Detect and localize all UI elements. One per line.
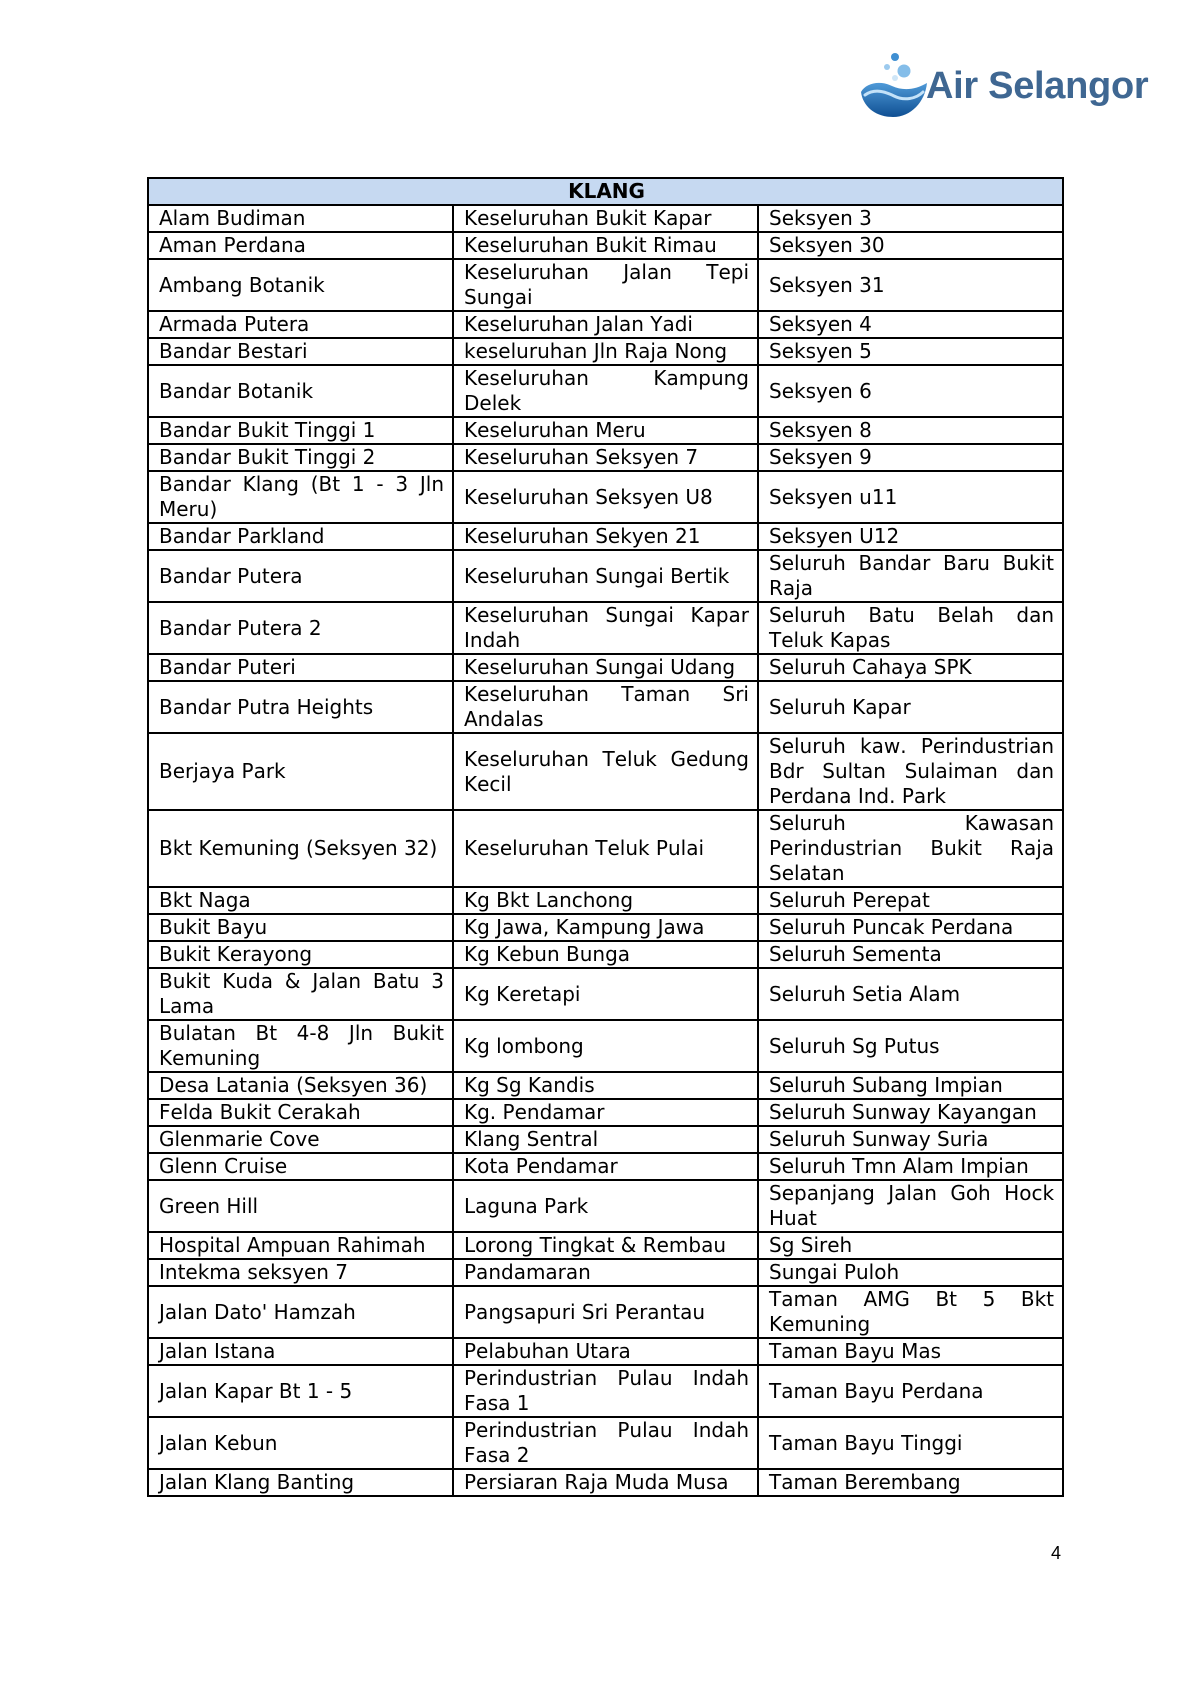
- table-cell: Seksyen 4: [758, 311, 1063, 338]
- table-row: [148, 259, 1063, 311]
- table-cell: Jalan Istana: [148, 1338, 453, 1365]
- table-cell: Jalan Kapar Bt 1 - 5: [148, 1365, 453, 1417]
- table-cell: keseluruhan Jln Raja Nong: [453, 338, 758, 365]
- table-cell: Taman Bayu Perdana: [758, 1365, 1063, 1417]
- table-row: [148, 1338, 1063, 1365]
- table-cell: Bkt Kemuning (Seksyen 32): [148, 810, 453, 887]
- table-cell: Armada Putera: [148, 311, 453, 338]
- table-cell: Sungai Puloh: [758, 1259, 1063, 1286]
- table-cell: Keseluruhan Teluk Pulai: [453, 810, 758, 887]
- table-cell: Taman Bayu Tinggi: [758, 1417, 1063, 1469]
- table-row: [148, 1020, 1063, 1072]
- table-cell: Bandar Puteri: [148, 654, 453, 681]
- table-row: [148, 733, 1063, 810]
- table-cell: Kg Bkt Lanchong: [453, 887, 758, 914]
- table-row: [148, 941, 1063, 968]
- table-row: [148, 1180, 1063, 1232]
- table-header-row: [148, 178, 1063, 205]
- table-cell: Bandar Putra Heights: [148, 681, 453, 733]
- table-cell: Keseluruhan Bukit Kapar: [453, 205, 758, 232]
- table-row: [148, 205, 1063, 232]
- table-cell: Kg lombong: [453, 1020, 758, 1072]
- table-cell: Bkt Naga: [148, 887, 453, 914]
- table-cell: Bukit Bayu: [148, 914, 453, 941]
- table-cell: Seluruh Cahaya SPK: [758, 654, 1063, 681]
- table-row: [148, 1417, 1063, 1469]
- table-cell: Glenmarie Cove: [148, 1126, 453, 1153]
- table-cell: Seksyen 9: [758, 444, 1063, 471]
- table-cell: Seksyen 30: [758, 232, 1063, 259]
- table-cell: Bandar Bukit Tinggi 1: [148, 417, 453, 444]
- table-row: [148, 654, 1063, 681]
- table-row: [148, 550, 1063, 602]
- table-cell: Seluruh Sunway Kayangan: [758, 1099, 1063, 1126]
- table-cell: Green Hill: [148, 1180, 453, 1232]
- table-cell: Bulatan Bt 4-8 Jln Bukit Kemuning: [148, 1020, 453, 1072]
- table-cell: Taman Bayu Mas: [758, 1338, 1063, 1365]
- table-cell: Kg Keretapi: [453, 968, 758, 1020]
- table-cell: Jalan Klang Banting: [148, 1469, 453, 1496]
- table-cell: Kg Sg Kandis: [453, 1072, 758, 1099]
- table-row: [148, 1072, 1063, 1099]
- table-cell: Lorong Tingkat & Rembau: [453, 1232, 758, 1259]
- table-cell: Keseluruhan Jalan Yadi: [453, 311, 758, 338]
- table-cell: Jalan Kebun: [148, 1417, 453, 1469]
- table-cell: Seluruh Puncak Perdana: [758, 914, 1063, 941]
- table-cell: Seksyen 3: [758, 205, 1063, 232]
- table-cell: Seluruh Batu Belah dan Teluk Kapas: [758, 602, 1063, 654]
- table-row: [148, 471, 1063, 523]
- table-row: [148, 523, 1063, 550]
- table-cell: Desa Latania (Seksyen 36): [148, 1072, 453, 1099]
- table-cell: Keseluruhan Bukit Rimau: [453, 232, 758, 259]
- table-cell: Perindustrian Pulau Indah Fasa 2: [453, 1417, 758, 1469]
- table-cell: Kg Jawa, Kampung Jawa: [453, 914, 758, 941]
- table-cell: Seksyen 6: [758, 365, 1063, 417]
- table-cell: Seluruh Sg Putus: [758, 1020, 1063, 1072]
- air-selangor-logo: [858, 50, 1158, 124]
- table-cell: Kg. Pendamar: [453, 1099, 758, 1126]
- table-row: [148, 1126, 1063, 1153]
- table-cell: Seluruh Perepat: [758, 887, 1063, 914]
- table-cell: Pelabuhan Utara: [453, 1338, 758, 1365]
- table-cell: Seluruh Setia Alam: [758, 968, 1063, 1020]
- table-row: [148, 1365, 1063, 1417]
- table-cell: Taman AMG Bt 5 Bkt Kemuning: [758, 1286, 1063, 1338]
- table-cell: Bandar Putera 2: [148, 602, 453, 654]
- table-cell: Seluruh Sementa: [758, 941, 1063, 968]
- table-cell: Keseluruhan Jalan Tepi Sungai: [453, 259, 758, 311]
- table-cell: Seluruh Kapar: [758, 681, 1063, 733]
- table-cell: Bandar Klang (Bt 1 - 3 Jln Meru): [148, 471, 453, 523]
- table-cell: Persiaran Raja Muda Musa: [453, 1469, 758, 1496]
- table-cell: Seluruh Bandar Baru Bukit Raja: [758, 550, 1063, 602]
- table-cell: Bandar Botanik: [148, 365, 453, 417]
- table-cell: Keseluruhan Sungai Bertik: [453, 550, 758, 602]
- table-row: [148, 1286, 1063, 1338]
- table-cell: Seluruh Tmn Alam Impian: [758, 1153, 1063, 1180]
- table-cell: Klang Sentral: [453, 1126, 758, 1153]
- table-cell: Kota Pendamar: [453, 1153, 758, 1180]
- table-row: [148, 681, 1063, 733]
- table-title: KLANG: [148, 178, 1063, 205]
- table-row: [148, 338, 1063, 365]
- table-row: [148, 365, 1063, 417]
- table-row: [148, 444, 1063, 471]
- table-cell: Keseluruhan Sungai Udang: [453, 654, 758, 681]
- table-cell: Seluruh Subang Impian: [758, 1072, 1063, 1099]
- table-row: [148, 1259, 1063, 1286]
- table-cell: Keseluruhan Sungai Kapar Indah: [453, 602, 758, 654]
- table-cell: Intekma seksyen 7: [148, 1259, 453, 1286]
- table-row: [148, 311, 1063, 338]
- table-cell: Seksyen 31: [758, 259, 1063, 311]
- table-cell: Seksyen U12: [758, 523, 1063, 550]
- table-row: [148, 232, 1063, 259]
- table-cell: Keseluruhan Teluk Gedung Kecil: [453, 733, 758, 810]
- table-cell: Seluruh Kawasan Perindustrian Bukit Raja Selatan: [758, 810, 1063, 887]
- table-cell: Perindustrian Pulau Indah Fasa 1: [453, 1365, 758, 1417]
- table-cell: Glenn Cruise: [148, 1153, 453, 1180]
- area-table: [147, 177, 1064, 1497]
- table-row: [148, 417, 1063, 444]
- table-cell: Kg Kebun Bunga: [453, 941, 758, 968]
- table-row: [148, 887, 1063, 914]
- table-cell: Hospital Ampuan Rahimah: [148, 1232, 453, 1259]
- table-cell: Alam Budiman: [148, 205, 453, 232]
- water-drop-wave-icon: [858, 50, 930, 122]
- table-row: [148, 914, 1063, 941]
- table-row: [148, 602, 1063, 654]
- table-cell: Bandar Bukit Tinggi 2: [148, 444, 453, 471]
- table-cell: Bandar Parkland: [148, 523, 453, 550]
- table-cell: Keseluruhan Seksyen 7: [453, 444, 758, 471]
- table-cell: Aman Perdana: [148, 232, 453, 259]
- table-row: [148, 1099, 1063, 1126]
- table-cell: Seksyen 5: [758, 338, 1063, 365]
- table-cell: Pangsapuri Sri Perantau: [453, 1286, 758, 1338]
- table-cell: Felda Bukit Cerakah: [148, 1099, 453, 1126]
- table-cell: Sg Sireh: [758, 1232, 1063, 1259]
- table-cell: Laguna Park: [453, 1180, 758, 1232]
- table-row: [148, 810, 1063, 887]
- table-cell: Sepanjang Jalan Goh Hock Huat: [758, 1180, 1063, 1232]
- table-cell: Bandar Bestari: [148, 338, 453, 365]
- table-cell: Taman Berembang: [758, 1469, 1063, 1496]
- table-cell: Keseluruhan Sekyen 21: [453, 523, 758, 550]
- table-cell: Bandar Putera: [148, 550, 453, 602]
- table-cell: Jalan Dato' Hamzah: [148, 1286, 453, 1338]
- table-cell: Keseluruhan Meru: [453, 417, 758, 444]
- table-row: [148, 1469, 1063, 1496]
- table-cell: Pandamaran: [453, 1259, 758, 1286]
- table-cell: Keseluruhan Seksyen U8: [453, 471, 758, 523]
- page-number: 4: [1051, 1543, 1062, 1563]
- table-row: [148, 1153, 1063, 1180]
- table-row: [148, 968, 1063, 1020]
- table-cell: Seluruh kaw. Perindustrian Bdr Sultan Sulaiman dan Perdana Ind. Park: [758, 733, 1063, 810]
- table-cell: Seksyen 8: [758, 417, 1063, 444]
- table-cell: Bukit Kerayong: [148, 941, 453, 968]
- table-cell: Seksyen u11: [758, 471, 1063, 523]
- logo-text: Air Selangor: [926, 65, 1149, 107]
- table-cell: Bukit Kuda & Jalan Batu 3 Lama: [148, 968, 453, 1020]
- table-cell: Seluruh Sunway Suria: [758, 1126, 1063, 1153]
- table-cell: Ambang Botanik: [148, 259, 453, 311]
- table-cell: Berjaya Park: [148, 733, 453, 810]
- table-cell: Keseluruhan Taman Sri Andalas: [453, 681, 758, 733]
- table-row: [148, 1232, 1063, 1259]
- table-cell: Keseluruhan Kampung Delek: [453, 365, 758, 417]
